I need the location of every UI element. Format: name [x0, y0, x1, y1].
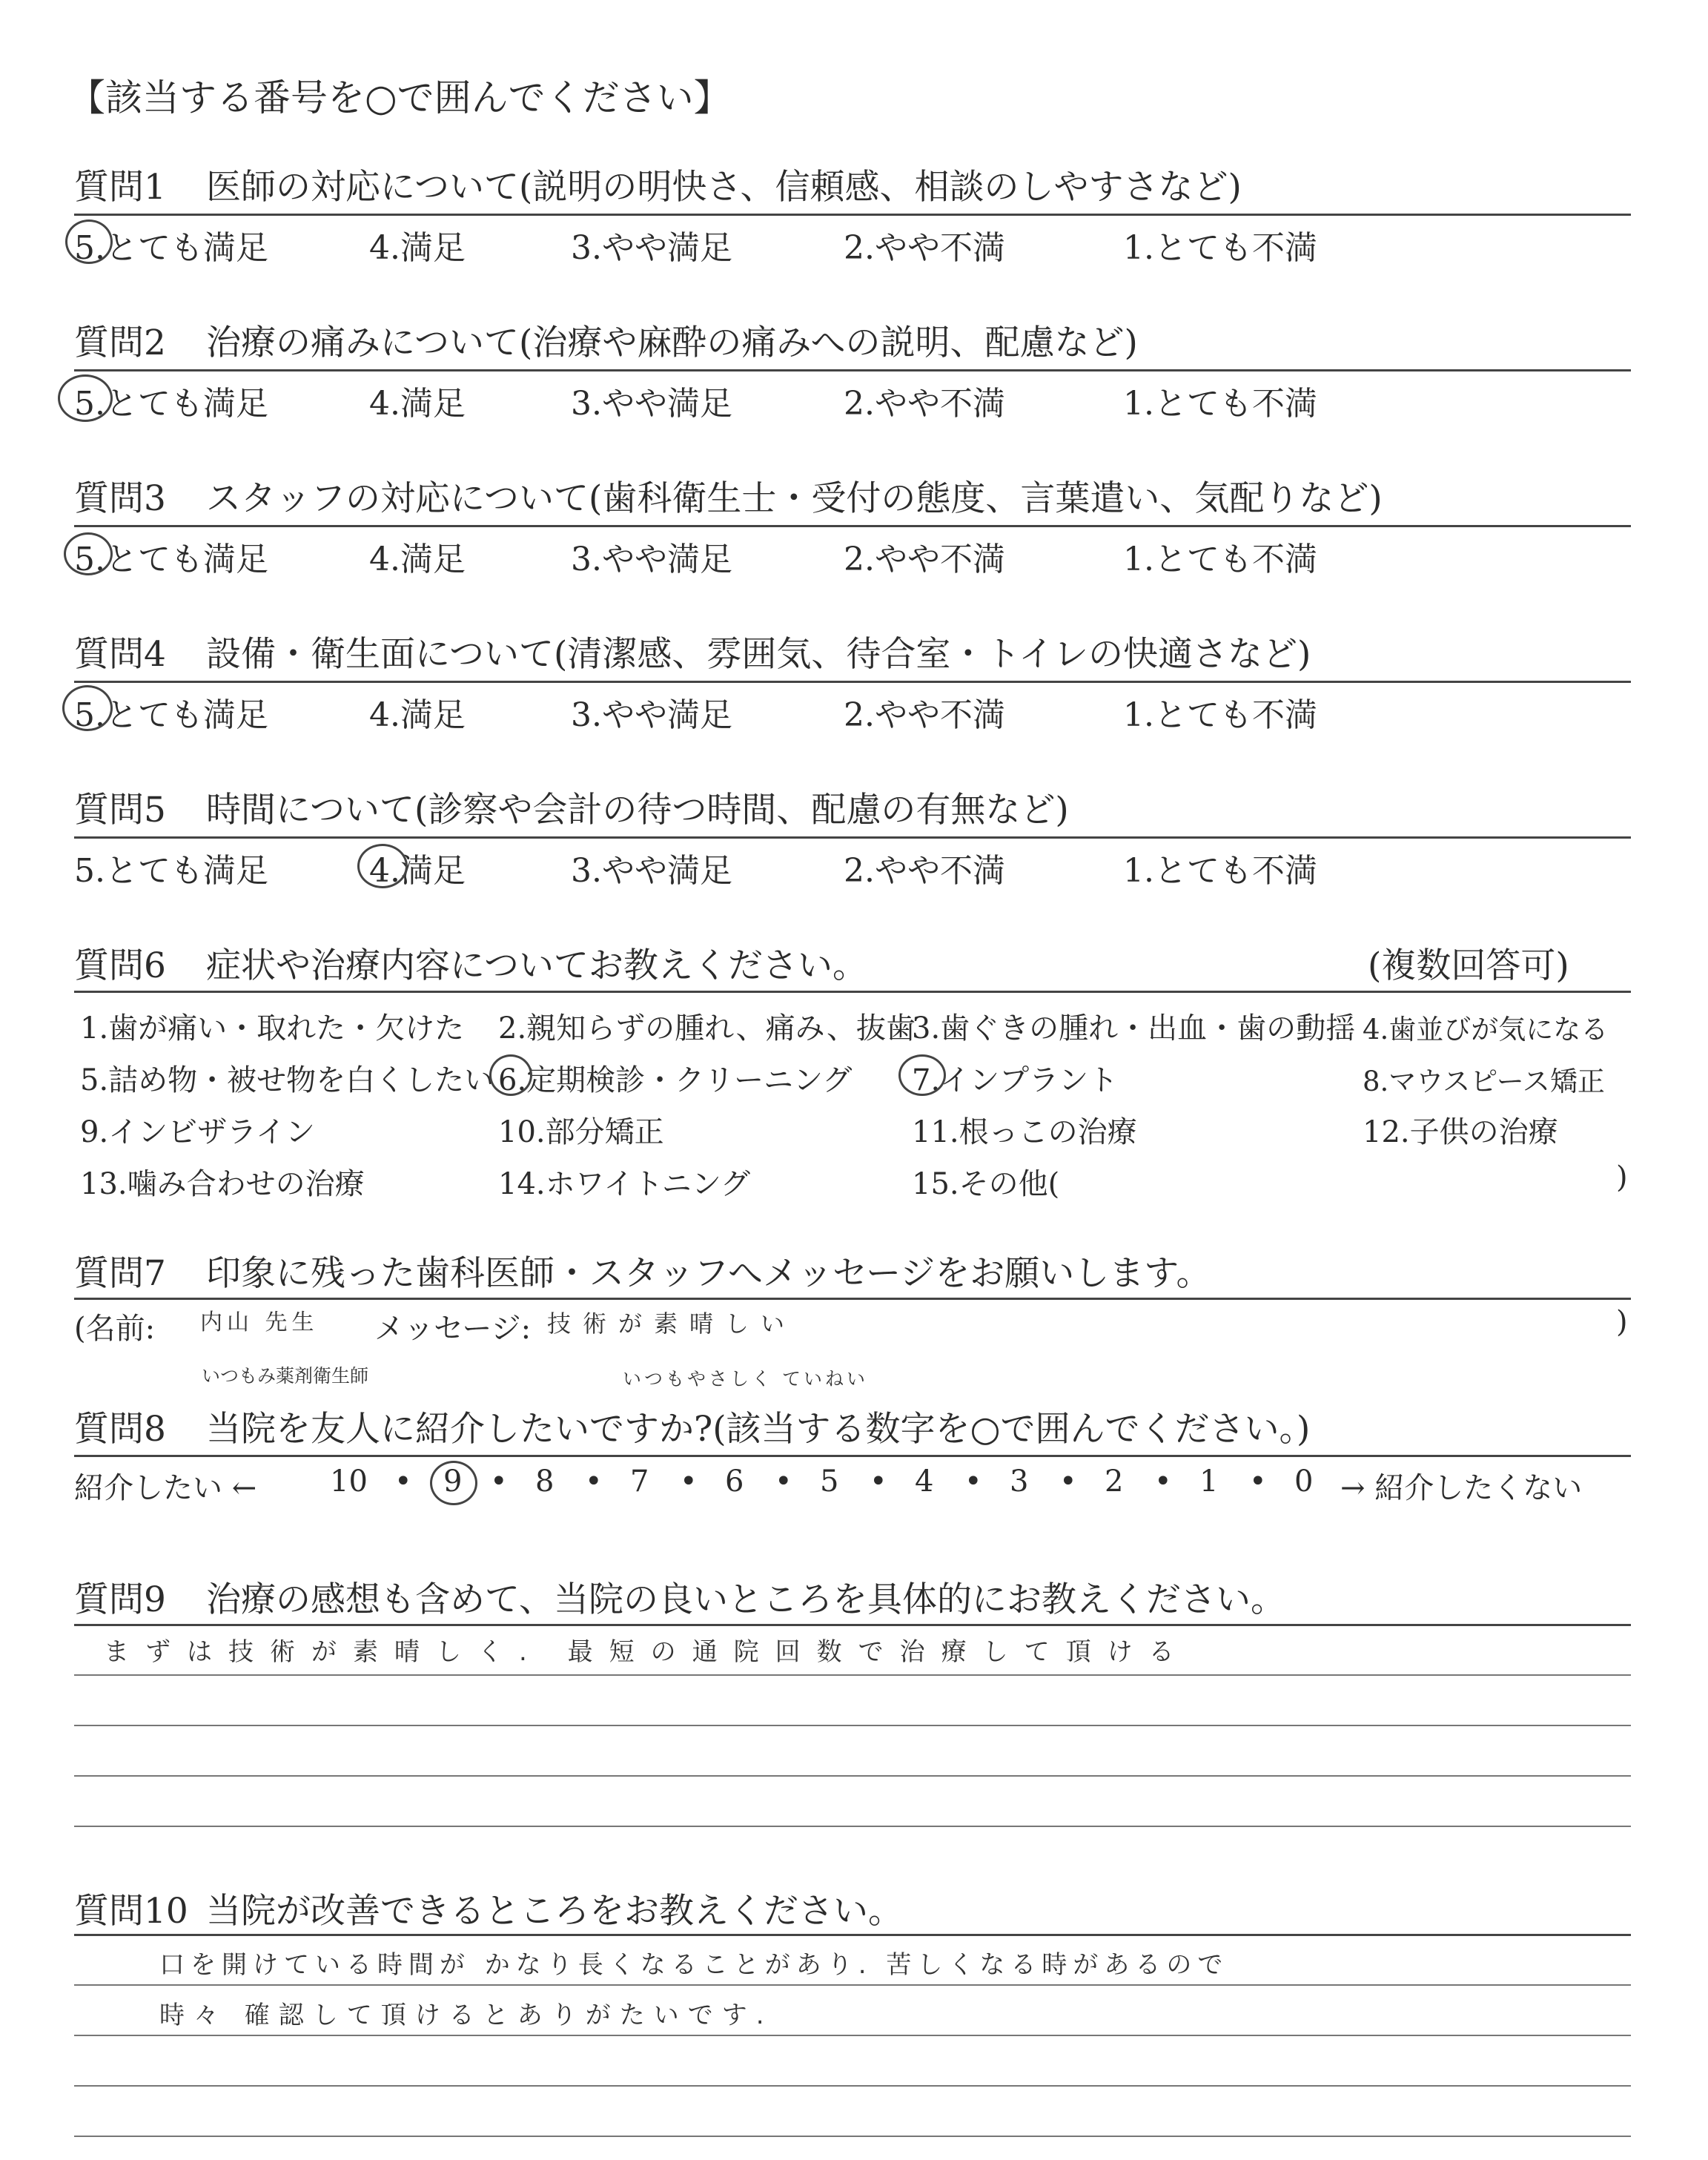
q5-option-3[interactable]: 3.やや満足: [571, 852, 732, 890]
q5-option-1[interactable]: 1.とても不満: [1123, 852, 1317, 890]
q8-scale-dot: •: [1249, 1464, 1267, 1499]
q3-option-2[interactable]: 2.やや不満: [844, 541, 1005, 578]
question-5-label: 質問5: [74, 790, 166, 830]
question-9-text: 治療の感想も含めて、当院の良いところを具体的にお教えください。: [206, 1579, 1286, 1620]
q2-option-2[interactable]: 2.やや不満: [844, 385, 1005, 423]
q8-scale-6[interactable]: 6: [725, 1464, 744, 1499]
q10-writing-line: [74, 2136, 1631, 2137]
q10-writing-line: [74, 2085, 1631, 2087]
q1-option-5[interactable]: 5.とても満足: [74, 229, 268, 267]
question-6-label: 質問6: [74, 945, 166, 986]
q6-answer-circle-7: [898, 1054, 946, 1096]
q10-answer-line-2[interactable]: 時々 確認して頂けるとありがたいです.: [159, 2001, 773, 2030]
q8-scale-3[interactable]: 3: [1010, 1464, 1029, 1499]
q9-answer-line-1[interactable]: まずは技術が素晴しく. 最短の通院回数で治療して頂ける: [104, 1637, 1191, 1667]
q6-option-6[interactable]: 6.定期検診・クリーニング: [498, 1063, 853, 1097]
q10-writing-line: [74, 2035, 1631, 2036]
q8-scale-dot: •: [394, 1464, 412, 1499]
q8-scale-dot: •: [585, 1464, 603, 1499]
q3-option-4[interactable]: 4.満足: [369, 541, 466, 578]
q4-answer-circle: [62, 685, 113, 731]
q8-scale-2[interactable]: 2: [1105, 1464, 1124, 1499]
q3-option-3[interactable]: 3.やや満足: [571, 541, 732, 578]
q7-note-right: いつもやさしく ていねい: [623, 1368, 868, 1390]
question-10-text: 当院が改善できるところをお教えください。: [206, 1891, 903, 1932]
q6-option-10[interactable]: 10.部分矯正: [498, 1115, 664, 1149]
q2-option-5[interactable]: 5.とても満足: [74, 385, 268, 423]
q8-scale-dot: •: [870, 1464, 887, 1499]
q3-option-5[interactable]: 5.とても満足: [74, 541, 268, 578]
q6-option-4[interactable]: 4.歯並びが気になる: [1363, 1014, 1609, 1046]
q8-scale-7[interactable]: 7: [630, 1464, 649, 1499]
q8-scale-0[interactable]: 0: [1294, 1464, 1314, 1499]
q8-scale-10[interactable]: 10: [330, 1464, 368, 1499]
q9-writing-line: [74, 1725, 1631, 1726]
q4-option-2[interactable]: 2.やや不満: [844, 696, 1005, 734]
q9-writing-line: [74, 1826, 1631, 1827]
q7-name-value[interactable]: 内山 先生: [200, 1309, 319, 1335]
q7-message-label: メッセージ:: [374, 1312, 532, 1346]
question-8-text: 当院を友人に紹介したいですか?(該当する数字を○で囲んでください。): [206, 1409, 1311, 1450]
question-2-label: 質問2: [74, 323, 166, 363]
question-6-note: (複数回答可): [1368, 945, 1569, 986]
q5-answer-circle: [357, 844, 408, 888]
q6-option-15-close: ): [1616, 1160, 1628, 1195]
page-title: 【該当する番号を○で囲んでください】: [68, 76, 731, 119]
q1-answer-circle: [65, 219, 113, 264]
q6-option-15[interactable]: 15.その他(: [912, 1167, 1060, 1201]
q1-option-2[interactable]: 2.やや不満: [844, 229, 1005, 267]
q10-answer-line-1[interactable]: 口を開けている時間が かなり長くなることがあり. 苦しくなる時があるので: [159, 1950, 1229, 1980]
q6-option-12[interactable]: 12.子供の治療: [1363, 1115, 1558, 1149]
question-1-label: 質問1: [74, 167, 166, 208]
q8-scale-dot: •: [964, 1464, 982, 1499]
question-10-label: 質問10: [74, 1891, 188, 1932]
q6-option-5[interactable]: 5.詰め物・被せ物を白くしたい: [80, 1063, 494, 1097]
question-9-rule: [74, 1624, 1631, 1626]
q4-option-5[interactable]: 5.とても満足: [74, 696, 268, 734]
q8-scale-5[interactable]: 5: [820, 1464, 839, 1499]
q8-scale-dot: •: [490, 1464, 508, 1499]
question-5-rule: [74, 836, 1631, 839]
question-3-label: 質問3: [74, 478, 166, 519]
question-4-label: 質問4: [74, 634, 166, 675]
q8-scale-1[interactable]: 1: [1199, 1464, 1219, 1499]
q7-close-paren: ): [1616, 1305, 1628, 1339]
q6-option-3[interactable]: 3.歯ぐきの腫れ・出血・歯の動揺: [912, 1011, 1356, 1046]
q1-option-1[interactable]: 1.とても不満: [1123, 229, 1317, 267]
q9-writing-line: [74, 1775, 1631, 1777]
q7-message-value[interactable]: 技術が素晴しい: [547, 1309, 797, 1338]
q1-option-4[interactable]: 4.満足: [369, 229, 466, 267]
q9-writing-line: [74, 1674, 1631, 1676]
q3-answer-circle: [64, 532, 113, 575]
q6-option-14[interactable]: 14.ホワイトニング: [498, 1167, 751, 1201]
q6-option-13[interactable]: 13.噛み合わせの治療: [80, 1167, 365, 1201]
question-9-label: 質問9: [74, 1579, 166, 1620]
q8-scale-dot: •: [775, 1464, 792, 1499]
q4-option-1[interactable]: 1.とても不満: [1123, 696, 1317, 734]
q6-option-1[interactable]: 1.歯が痛い・取れた・欠けた: [80, 1011, 465, 1046]
question-10-rule: [74, 1934, 1631, 1936]
q8-right-label: → 紹介したくない: [1340, 1471, 1583, 1505]
q5-option-2[interactable]: 2.やや不満: [844, 852, 1005, 890]
q8-scale-dot: •: [1059, 1464, 1077, 1499]
q7-name-label: (名前:: [74, 1312, 156, 1346]
q8-left-label: 紹介したい ←: [74, 1471, 257, 1505]
q6-option-8[interactable]: 8.マウスピース矯正: [1363, 1066, 1605, 1097]
q6-option-9[interactable]: 9.インビザライン: [80, 1115, 315, 1149]
q6-option-7[interactable]: 7.インプラント: [912, 1063, 1119, 1097]
question-7-text: 印象に残った歯科医師・スタッフへメッセージをお願いします。: [206, 1253, 1211, 1294]
q8-answer-circle: [430, 1461, 477, 1505]
question-8-label: 質問8: [74, 1409, 166, 1450]
question-5-text: 時間について(診察や会計の待つ時間、配慮の有無など): [206, 790, 1069, 830]
question-6-rule: [74, 991, 1631, 993]
q6-option-11[interactable]: 11.根っこの治療: [912, 1115, 1137, 1149]
q3-option-1[interactable]: 1.とても不満: [1123, 541, 1317, 578]
question-4-text: 設備・衛生面について(清潔感、雰囲気、待合室・トイレの快適さなど): [206, 634, 1311, 675]
q8-scale-4[interactable]: 4: [915, 1464, 934, 1499]
question-3-rule: [74, 525, 1631, 527]
q1-option-3[interactable]: 3.やや満足: [571, 229, 732, 267]
q7-note-left: いつもみ薬剤衛生師: [202, 1365, 369, 1387]
q2-option-3[interactable]: 3.やや満足: [571, 385, 732, 423]
question-1-text: 医師の対応について(説明の明快さ、信頼感、相談のしやすさなど): [206, 167, 1242, 208]
q6-answer-circle-6: [489, 1054, 532, 1096]
question-6-text: 症状や治療内容についてお教えください。: [206, 945, 868, 986]
question-3-text: スタッフの対応について(歯科衛生士・受付の態度、言葉遣い、気配りなど): [206, 478, 1383, 519]
question-7-label: 質問7: [74, 1253, 166, 1294]
question-1-rule: [74, 214, 1631, 216]
question-2-text: 治療の痛みについて(治療や麻酔の痛みへの説明、配慮など): [206, 323, 1138, 363]
question-8-rule: [74, 1455, 1631, 1457]
q4-option-4[interactable]: 4.満足: [369, 696, 466, 734]
q10-writing-line: [74, 1984, 1631, 1986]
question-7-rule: [74, 1298, 1631, 1300]
q8-scale-dot: •: [680, 1464, 698, 1499]
q8-scale-dot: •: [1154, 1464, 1172, 1499]
q5-option-5[interactable]: 5.とても満足: [74, 852, 268, 890]
q6-option-2[interactable]: 2.親知らずの腫れ、痛み、抜歯: [498, 1011, 916, 1046]
q8-scale-9[interactable]: 9: [443, 1464, 463, 1499]
q2-option-4[interactable]: 4.満足: [369, 385, 466, 423]
question-4-rule: [74, 681, 1631, 683]
q2-option-1[interactable]: 1.とても不満: [1123, 385, 1317, 423]
q5-option-4[interactable]: 4.満足: [369, 852, 466, 890]
q2-answer-circle: [58, 374, 113, 422]
question-2-rule: [74, 369, 1631, 371]
q4-option-3[interactable]: 3.やや満足: [571, 696, 732, 734]
q8-scale-8[interactable]: 8: [535, 1464, 555, 1499]
